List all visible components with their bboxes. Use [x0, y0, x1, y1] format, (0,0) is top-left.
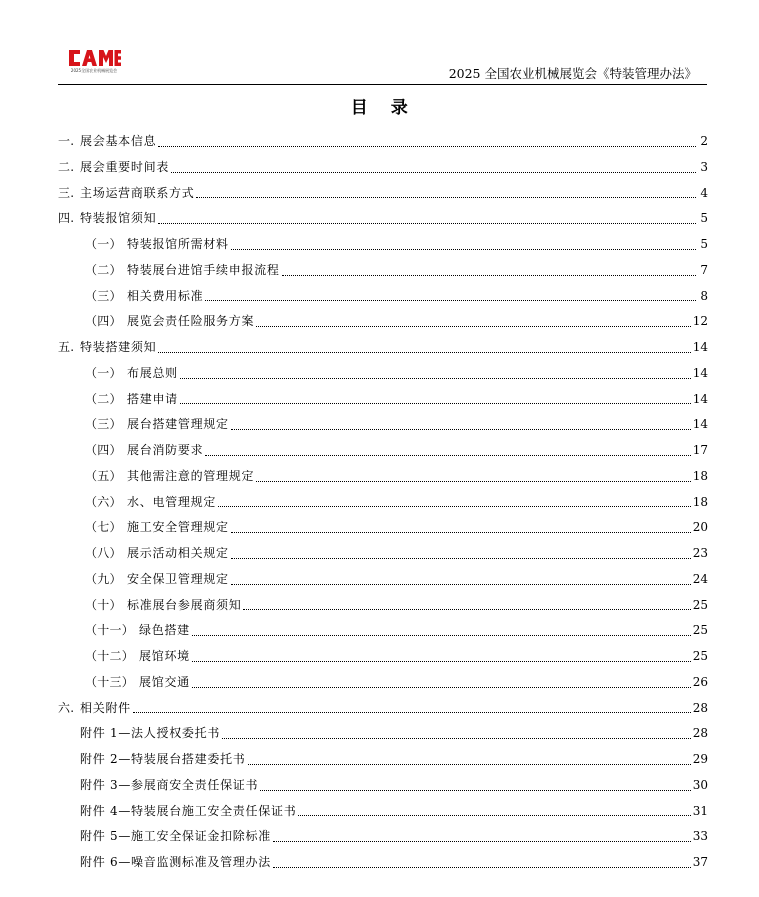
toc-entry[interactable]: [58, 721, 708, 747]
toc-entry-label: 布展总则: [127, 365, 178, 380]
toc-entry-marker: （一）: [85, 365, 122, 380]
toc-entry-label: 特装报馆须知: [80, 211, 157, 226]
toc-entry[interactable]: [58, 412, 708, 438]
toc-entry[interactable]: [58, 670, 708, 696]
toc-entry-page: 25: [692, 623, 708, 638]
toc-entry-page: 20: [692, 520, 708, 535]
toc-entry-label: 施工安全管理规定: [127, 520, 229, 535]
toc-leader-dots: [273, 840, 691, 842]
toc-leader-dots: [171, 171, 696, 173]
came-logo-mark: [66, 47, 122, 69]
toc-entry-page: 8: [700, 288, 708, 303]
toc-entry-marker: （八）: [85, 546, 122, 560]
toc-leader-dots: [192, 686, 691, 688]
toc-entry[interactable]: [58, 515, 708, 541]
toc-entry-marker: （十二）: [85, 649, 134, 663]
toc-entry[interactable]: [58, 335, 708, 361]
toc-entry-page: 7: [700, 262, 708, 277]
toc-entry-page: 28: [692, 700, 708, 715]
toc-entry[interactable]: [58, 618, 708, 644]
toc-entry-page: 37: [692, 855, 708, 869]
toc-leader-dots: [256, 325, 691, 327]
toc-leader-dots: [196, 196, 696, 198]
toc-entry-label: 相关附件: [80, 700, 131, 715]
toc-entry[interactable]: [58, 696, 708, 722]
toc-entry[interactable]: [58, 567, 708, 593]
toc-entry-label: 相关费用标准: [127, 288, 204, 303]
toc-entry-page: 29: [692, 752, 708, 766]
toc-leader-dots: [298, 814, 690, 816]
toc-entry-label: 附件 6—噪音监测标准及管理办法: [80, 855, 271, 869]
toc-entry-page: 31: [692, 803, 708, 818]
toc-leader-dots: [231, 531, 691, 533]
toc-entry-marker: （五）: [85, 468, 122, 483]
toc-entry[interactable]: [58, 361, 708, 387]
toc-leader-dots: [192, 634, 691, 636]
came-logo: [66, 47, 122, 77]
toc-entry-marker: （十一）: [85, 623, 134, 638]
toc-entry-page: 23: [692, 546, 708, 560]
toc-leader-dots: [231, 428, 691, 430]
toc-entry[interactable]: [58, 387, 708, 413]
toc-entry-page: 24: [692, 571, 708, 586]
toc-entry-marker: （九）: [85, 571, 122, 586]
toc-entry[interactable]: [58, 309, 708, 335]
toc-leader-dots: [256, 480, 691, 482]
toc-leader-dots: [158, 145, 696, 147]
toc-leader-dots: [243, 608, 690, 610]
logo-caption: 2025全国农业机械展览会: [70, 68, 118, 73]
toc-leader-dots: [231, 583, 691, 585]
toc-leader-dots: [158, 222, 696, 224]
toc-leader-dots: [231, 248, 696, 250]
toc-entry-page: 14: [692, 365, 708, 380]
toc-leader-dots: [218, 505, 691, 507]
toc-entry-label: 特装报馆所需材料: [127, 237, 229, 251]
toc-entry[interactable]: [58, 258, 708, 284]
toc-entry-label: 展台搭建管理规定: [127, 417, 229, 432]
document-header-title: 2025 全国农业机械展览会《特装管理办法》: [448, 66, 697, 81]
toc-entry-label: 特装搭建须知: [80, 340, 157, 354]
toc-entry-marker: 六.: [58, 700, 75, 715]
toc-entry-page: 25: [692, 649, 708, 663]
toc-entry-label: 展会基本信息: [80, 134, 157, 148]
toc-leader-dots: [158, 351, 690, 353]
toc-entry-label: 展馆环境: [139, 649, 190, 663]
toc-entry-marker: （十）: [85, 597, 122, 612]
toc-entry[interactable]: [58, 747, 708, 773]
toc-entry-label: 附件 4—特装展台施工安全责任保证书: [80, 803, 297, 818]
toc-entry-marker: 四.: [58, 211, 75, 226]
toc-entry-page: 30: [692, 777, 708, 792]
toc-entry[interactable]: [58, 181, 708, 207]
toc-leader-dots: [180, 402, 691, 404]
toc-entry-marker: （三）: [85, 288, 122, 303]
toc-entry-marker: （四）: [85, 443, 122, 457]
toc-entry-marker: （十三）: [85, 674, 134, 689]
toc-entry[interactable]: [58, 773, 708, 799]
toc-entry-page: 17: [692, 443, 708, 457]
toc-entry[interactable]: [58, 850, 708, 876]
toc-entry-marker: 二.: [58, 159, 75, 174]
toc-entry-page: 2: [700, 134, 708, 148]
toc-leader-dots: [205, 299, 696, 301]
toc-entry[interactable]: [58, 232, 708, 258]
toc-entry-page: 33: [692, 829, 708, 844]
toc-leader-dots: [282, 274, 696, 276]
toc-entry-label: 搭建申请: [127, 391, 178, 406]
toc-entry-label: 水、电管理规定: [127, 494, 217, 509]
toc-entry[interactable]: [58, 464, 708, 490]
toc-entry-page: 28: [692, 726, 708, 741]
toc-leader-dots: [260, 789, 690, 791]
toc-leader-dots: [205, 454, 690, 456]
toc-leader-dots: [222, 737, 691, 739]
toc-entry-label: 其他需注意的管理规定: [127, 468, 255, 483]
toc-entry[interactable]: [58, 824, 708, 850]
toc-entry-marker: （三）: [85, 417, 122, 432]
toc-entry-page: 5: [700, 211, 708, 226]
toc-entry[interactable]: [58, 644, 708, 670]
toc-entry-label: 展示活动相关规定: [127, 546, 229, 560]
toc-entry[interactable]: [58, 129, 708, 155]
toc-entry-label: 主场运营商联系方式: [80, 185, 195, 200]
toc-leader-dots: [180, 377, 691, 379]
toc-leader-dots: [192, 660, 691, 662]
toc-entry[interactable]: [58, 438, 708, 464]
toc-entry-marker: （四）: [85, 314, 122, 329]
toc-entry-label: 附件 5—施工安全保证金扣除标准: [80, 829, 271, 844]
logo-text: CAME: [66, 47, 70, 48]
table-of-contents: [58, 129, 708, 876]
toc-entry-label: 特装展台进馆手续申报流程: [127, 262, 280, 277]
toc-leader-dots: [231, 557, 691, 559]
header-divider: [58, 84, 707, 85]
toc-entry[interactable]: [58, 155, 708, 181]
toc-entry[interactable]: [58, 593, 708, 619]
toc-entry-marker: （一）: [85, 237, 122, 251]
toc-entry[interactable]: [58, 206, 708, 232]
toc-entry-marker: 三.: [58, 185, 75, 200]
toc-entry-page: 25: [692, 597, 708, 612]
toc-entry-marker: （七）: [85, 520, 122, 535]
toc-entry-label: 安全保卫管理规定: [127, 571, 229, 586]
toc-entry-label: 附件 2—特装展台搭建委托书: [80, 752, 246, 766]
toc-entry[interactable]: [58, 541, 708, 567]
toc-entry-marker: 一.: [58, 134, 75, 148]
toc-leader-dots: [248, 763, 691, 765]
toc-entry-page: 12: [692, 314, 708, 329]
toc-entry-label: 展会重要时间表: [80, 159, 170, 174]
toc-entry-label: 附件 3—参展商安全责任保证书: [80, 777, 259, 792]
toc-entry-page: 5: [700, 237, 708, 251]
toc-entry-label: 展台消防要求: [127, 443, 204, 457]
toc-entry-label: 展馆交通: [139, 674, 190, 689]
toc-entry-page: 14: [692, 391, 708, 406]
toc-entry-page: 14: [692, 417, 708, 432]
toc-entry[interactable]: [58, 490, 708, 516]
toc-entry[interactable]: [58, 284, 708, 310]
toc-entry-page: 18: [692, 468, 708, 483]
toc-entry-label: 展览会责任险服务方案: [127, 314, 255, 329]
toc-leader-dots: [273, 866, 691, 868]
toc-entry-marker: （六）: [85, 494, 122, 509]
toc-leader-dots: [133, 711, 691, 713]
toc-entry-page: 18: [692, 494, 708, 509]
toc-entry-marker: 五.: [58, 340, 75, 354]
toc-entry-page: 3: [700, 159, 708, 174]
toc-heading: 目 录: [350, 98, 417, 118]
toc-entry-page: 4: [700, 185, 708, 200]
toc-entry-marker: （二）: [85, 262, 122, 277]
toc-entry-page: 14: [692, 340, 708, 354]
toc-entry-label: 绿色搭建: [139, 623, 190, 638]
toc-entry-marker: （二）: [85, 391, 122, 406]
toc-entry-label: 附件 1—法人授权委托书: [80, 726, 221, 741]
toc-entry-label: 标准展台参展商须知: [127, 597, 242, 612]
toc-entry[interactable]: [58, 799, 708, 825]
toc-entry-page: 26: [692, 674, 708, 689]
